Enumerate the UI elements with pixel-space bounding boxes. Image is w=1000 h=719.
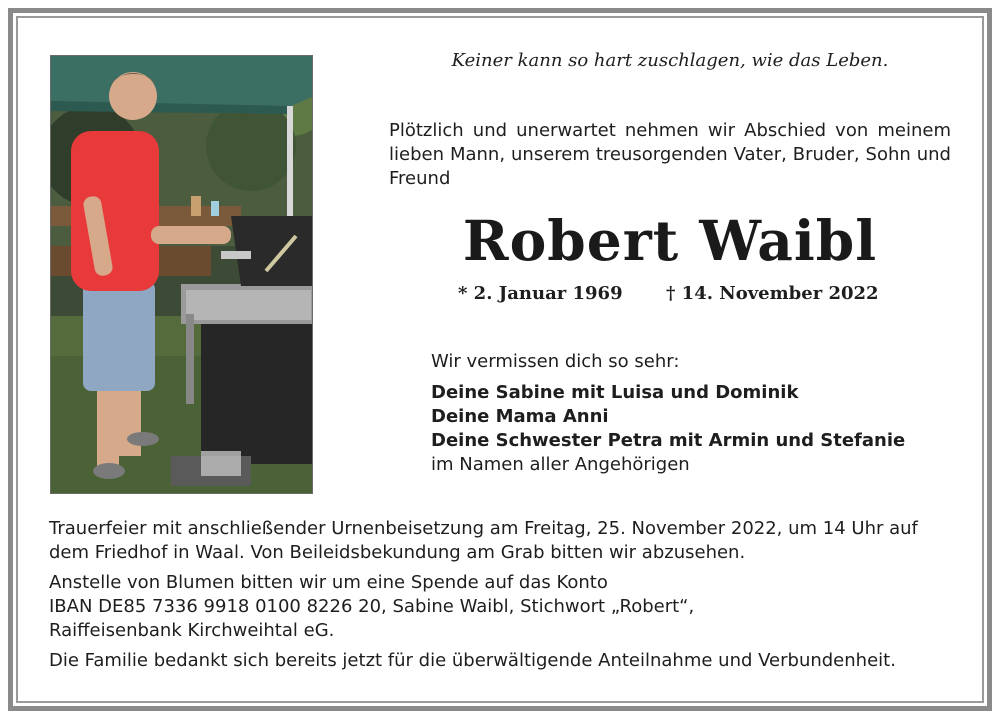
- mourners-list: [431, 381, 905, 477]
- mourner-line: Deine Schwester Petra mit Armin und Stefanie: [431, 430, 906, 451]
- mourner-line: Deine Sabine mit Luisa und Dominik: [431, 382, 799, 403]
- ceremony-line: dem Friedhof in Waal. Von Beileidsbekundung am Grab bitten wir abzusehen.: [49, 542, 746, 563]
- death-date: † 14. November 2022: [666, 283, 879, 304]
- quote: Keiner kann so hart zuschlagen, wie das Leben.: [451, 50, 889, 71]
- donation-line: IBAN DE85 7336 9918 0100 8226 20, Sabine Waibl, Stichwort „Robert“,: [49, 596, 695, 617]
- deceased-name: Robert Waibl: [462, 208, 878, 273]
- intro-text: Plötzlich und unerwartet nehmen wir Abschied von meinem lieben Mann, unserem treusorgenden Vater, Bruder, Sohn und Freund: [389, 120, 951, 189]
- portrait-photo: [50, 55, 313, 494]
- donation-line: Raiffeisenbank Kirchweihtal eG.: [49, 620, 335, 641]
- ceremony-line: Trauerfeier mit anschließender Urnenbeisetzung am Freitag, 25. November 2022, um 14 Uhr auf: [49, 518, 918, 539]
- mourner-line: Deine Mama Anni: [431, 406, 609, 427]
- relatives-line: im Namen aller Angehörigen: [431, 454, 690, 475]
- thanks-line: Die Familie bedankt sich bereits jetzt für die überwältigende Anteilnahme und Verbundenheit.: [49, 650, 896, 671]
- birth-date: * 2. Januar 1969: [458, 283, 623, 304]
- donation-line: Anstelle von Blumen bitten wir um eine Spende auf das Konto: [49, 572, 608, 593]
- miss-text: Wir vermissen dich so sehr:: [431, 351, 680, 372]
- bottom-text: [49, 517, 954, 673]
